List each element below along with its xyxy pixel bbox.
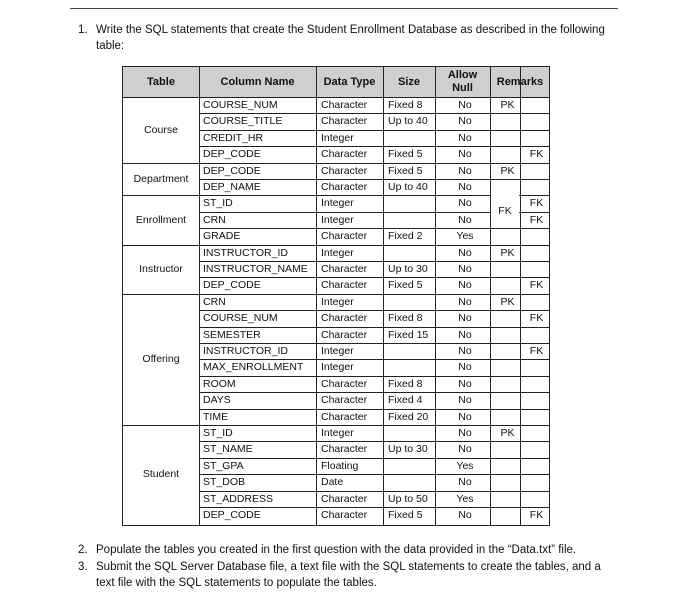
- remark-fk-cell: [523, 425, 550, 441]
- row-divider: [199, 474, 549, 475]
- size-cell: Fixed 4: [388, 394, 423, 407]
- remark-pk-cell: [495, 310, 520, 326]
- remark-fk-cell: [523, 163, 550, 179]
- remark-fk-cell: [523, 245, 550, 261]
- table-group-name: Instructor: [139, 263, 183, 276]
- allow-null-cell: No: [458, 131, 472, 144]
- table-group-name: Enrollment: [135, 213, 187, 226]
- top-rule: [70, 8, 618, 9]
- question-2-text: Populate the tables you created in the first question with the data provided in the “Data.txt” file.: [96, 544, 577, 556]
- data-type-cell: Integer: [321, 295, 354, 308]
- allow-null-cell: No: [458, 263, 472, 275]
- header-size: Size: [397, 75, 420, 88]
- data-type-cell: Integer: [321, 361, 354, 374]
- table-group-name: Student: [142, 468, 180, 481]
- row-divider: [199, 179, 549, 180]
- remark-pk-cell: [495, 474, 520, 490]
- column-name-cell: DEP_NAME: [203, 181, 261, 193]
- row-divider: [199, 327, 549, 328]
- question-2-number: 2.: [78, 544, 88, 556]
- remark-pk-cell: PK: [500, 99, 515, 111]
- column-name-cell: COURSE_NUM: [203, 99, 278, 111]
- column-name-cell: CRN: [203, 213, 226, 226]
- data-type-cell: Date: [321, 476, 344, 489]
- remark-pk-cell: [495, 409, 520, 425]
- data-type-cell: Character: [321, 328, 368, 341]
- allow-null-cell: No: [458, 213, 472, 226]
- allow-null-cell: No: [458, 99, 472, 111]
- row-divider: [199, 130, 549, 131]
- remark-pk-cell: [495, 359, 520, 375]
- data-type-cell: Character: [321, 230, 368, 243]
- data-type-cell: Character: [321, 509, 368, 521]
- remark-pk-cell: [495, 327, 520, 343]
- allow-null-cell: No: [458, 312, 472, 325]
- remark-fk-cell: [523, 130, 550, 146]
- size-cell: Fixed 5: [388, 164, 423, 177]
- data-type-cell: Character: [321, 263, 368, 275]
- allow-null-cell: Yes: [456, 459, 474, 472]
- data-type-cell: Character: [321, 443, 368, 456]
- data-type-cell: Integer: [321, 345, 354, 357]
- row-divider: [199, 392, 549, 393]
- allow-null-cell: No: [458, 345, 472, 357]
- remark-pk-cell: [495, 441, 520, 457]
- remark-fk-cell: [523, 458, 550, 474]
- size-cell: Fixed 5: [388, 509, 423, 521]
- question-3-number: 3.: [78, 561, 88, 573]
- size-cell: Fixed 5: [388, 279, 423, 292]
- header-data-type: Data Type: [323, 75, 376, 88]
- remark-pk-cell: PK: [500, 427, 515, 439]
- column-name-cell: COURSE_TITLE: [203, 115, 283, 128]
- remark-fk-cell: [523, 376, 550, 392]
- row-divider: [199, 261, 549, 262]
- row-divider: [199, 376, 549, 377]
- column-name-cell: ST_GPA: [203, 459, 244, 472]
- remark-pk-cell: [495, 277, 520, 293]
- data-type-cell: Character: [321, 164, 368, 177]
- allow-null-cell: No: [458, 148, 472, 161]
- allow-null-cell: Yes: [456, 230, 474, 243]
- column-divider: [316, 67, 317, 525]
- column-divider: [199, 67, 200, 525]
- row-divider: [199, 491, 549, 492]
- row-divider: [199, 113, 549, 114]
- remark-pk-cell: [495, 228, 520, 244]
- data-type-cell: Character: [321, 115, 368, 128]
- column-name-cell: GRADE: [203, 230, 241, 243]
- allow-null-cell: No: [458, 427, 472, 439]
- question-1-text: Write the SQL statements that create the Student Enrollment Database as described in the following table:: [96, 24, 605, 52]
- question-1-number: 1.: [78, 24, 88, 36]
- size-cell: Fixed 5: [388, 148, 423, 161]
- column-name-cell: DEP_CODE: [203, 279, 261, 292]
- row-divider: [199, 343, 549, 344]
- size-cell: Up to 50: [388, 492, 428, 505]
- remark-fk-cell: [523, 294, 550, 310]
- column-name-cell: ST_ADDRESS: [203, 492, 274, 505]
- merged-remark-cell: FK: [491, 195, 519, 228]
- remark-fk-cell: [523, 327, 550, 343]
- table-group-name: Offering: [142, 353, 180, 366]
- remark-pk-cell: [495, 179, 520, 195]
- size-cell: Fixed 15: [388, 328, 429, 341]
- size-cell: Fixed 2: [388, 230, 423, 243]
- row-divider: [199, 310, 549, 311]
- question-3-text: Submit the SQL Server Database file, a text file with the SQL statements to create the tables, and a text file with the SQL statements to populate the tables.: [96, 561, 601, 589]
- remark-pk-cell: [495, 343, 520, 359]
- allow-null-cell: No: [458, 164, 472, 177]
- remark-fk-cell: FK: [529, 213, 544, 226]
- header-remarks: Remarks: [496, 75, 544, 88]
- remark-pk-cell: [495, 146, 520, 162]
- row-divider: [199, 228, 549, 229]
- column-name-cell: CRN: [203, 295, 226, 308]
- table-header: [123, 67, 549, 98]
- column-name-cell: DAYS: [203, 394, 231, 407]
- remark-fk-cell: FK: [529, 312, 544, 325]
- row-divider: [199, 277, 549, 278]
- data-type-cell: Integer: [321, 427, 354, 439]
- data-type-cell: Character: [321, 377, 368, 390]
- remark-pk-cell: PK: [500, 295, 515, 308]
- allow-null-cell: No: [458, 443, 472, 456]
- size-cell: Up to 30: [388, 443, 428, 456]
- size-cell: Fixed 8: [388, 99, 423, 111]
- column-name-cell: INSTRUCTOR_ID: [203, 246, 288, 259]
- table-group-name: Course: [144, 123, 178, 136]
- allow-null-cell: No: [458, 197, 472, 210]
- schema-table: [122, 66, 550, 526]
- column-name-cell: INSTRUCTOR_NAME: [203, 263, 308, 275]
- column-divider: [435, 67, 436, 525]
- remark-fk-cell: FK: [529, 345, 544, 357]
- data-type-cell: Character: [321, 312, 368, 325]
- allow-null-cell: No: [458, 377, 472, 390]
- size-cell: Fixed 20: [388, 410, 429, 423]
- remark-fk-cell: [523, 261, 550, 277]
- allow-null-cell: No: [458, 279, 472, 292]
- remark-fk-cell: [523, 392, 550, 408]
- data-type-cell: Integer: [321, 246, 354, 259]
- header-column-name: Column Name: [220, 75, 295, 88]
- remark-fk-cell: [523, 228, 550, 244]
- column-name-cell: ST_NAME: [203, 443, 253, 456]
- header-table: Table: [147, 75, 175, 88]
- column-name-cell: SEMESTER: [203, 328, 261, 341]
- row-divider: [199, 146, 549, 147]
- header-allow-null: Allow Null: [447, 69, 478, 94]
- data-type-cell: Integer: [321, 197, 354, 210]
- column-name-cell: CREDIT_HR: [203, 131, 264, 144]
- column-name-cell: ST_ID: [203, 197, 233, 210]
- data-type-cell: Character: [321, 181, 368, 193]
- remark-fk-cell: [523, 491, 550, 507]
- column-name-cell: ROOM: [203, 377, 236, 390]
- data-type-cell: Character: [321, 410, 368, 423]
- data-type-cell: Character: [321, 99, 368, 111]
- column-name-cell: INSTRUCTOR_ID: [203, 345, 288, 357]
- allow-null-cell: No: [458, 181, 472, 193]
- remark-fk-cell: [523, 441, 550, 457]
- remark-pk-cell: [495, 376, 520, 392]
- column-name-cell: DEP_CODE: [203, 164, 261, 177]
- remark-fk-cell: [523, 359, 550, 375]
- allow-null-cell: No: [458, 328, 472, 341]
- allow-null-cell: No: [458, 410, 472, 423]
- allow-null-cell: No: [458, 394, 472, 407]
- remark-pk-cell: PK: [500, 246, 515, 259]
- size-cell: Up to 40: [388, 115, 428, 128]
- row-divider: [199, 507, 549, 508]
- column-name-cell: DEP_CODE: [203, 148, 261, 161]
- allow-null-cell: No: [458, 476, 472, 489]
- remark-pk-cell: [495, 491, 520, 507]
- data-type-cell: Character: [321, 148, 368, 161]
- column-name-cell: ST_DOB: [203, 476, 246, 489]
- allow-null-cell: No: [458, 246, 472, 259]
- column-name-cell: MAX_ENROLLMENT: [203, 361, 304, 374]
- data-type-cell: Character: [321, 279, 368, 292]
- column-name-cell: COURSE_NUM: [203, 312, 278, 325]
- allow-null-cell: No: [458, 361, 472, 374]
- row-divider: [199, 458, 549, 459]
- column-divider: [383, 67, 384, 525]
- data-type-cell: Character: [321, 394, 368, 407]
- column-divider: [490, 67, 491, 525]
- size-cell: Fixed 8: [388, 312, 423, 325]
- remark-pk-cell: [495, 458, 520, 474]
- remark-fk-cell: [523, 97, 550, 113]
- remark-fk-cell: FK: [529, 197, 544, 210]
- remark-fk-cell: FK: [529, 509, 544, 521]
- remark-pk-cell: PK: [500, 164, 515, 177]
- data-type-cell: Floating: [321, 459, 359, 472]
- allow-null-cell: No: [458, 295, 472, 308]
- remark-pk-cell: [495, 261, 520, 277]
- allow-null-cell: No: [458, 509, 472, 521]
- data-type-cell: Character: [321, 492, 368, 505]
- remark-fk-cell: FK: [529, 279, 544, 292]
- row-divider: [199, 359, 549, 360]
- remark-fk-cell: [523, 474, 550, 490]
- data-type-cell: Integer: [321, 131, 354, 144]
- column-divider: [520, 67, 521, 525]
- column-name-cell: DEP_CODE: [203, 509, 261, 521]
- table-group-name: Department: [133, 172, 189, 185]
- column-name-cell: TIME: [203, 410, 229, 423]
- allow-null-cell: No: [458, 115, 472, 128]
- remark-fk-cell: [523, 113, 550, 129]
- row-divider: [199, 441, 549, 442]
- row-divider: [199, 409, 549, 410]
- size-cell: Up to 40: [388, 181, 428, 193]
- remark-fk-cell: [523, 179, 550, 195]
- size-cell: Fixed 8: [388, 377, 423, 390]
- size-cell: Up to 30: [388, 263, 428, 275]
- column-name-cell: ST_ID: [203, 427, 233, 439]
- remark-pk-cell: [495, 507, 520, 523]
- remark-fk-cell: FK: [529, 148, 544, 161]
- data-type-cell: Integer: [321, 213, 354, 226]
- allow-null-cell: Yes: [456, 492, 474, 505]
- remark-pk-cell: [495, 392, 520, 408]
- remark-pk-cell: [495, 130, 520, 146]
- remark-fk-cell: [523, 409, 550, 425]
- remark-pk-cell: [495, 113, 520, 129]
